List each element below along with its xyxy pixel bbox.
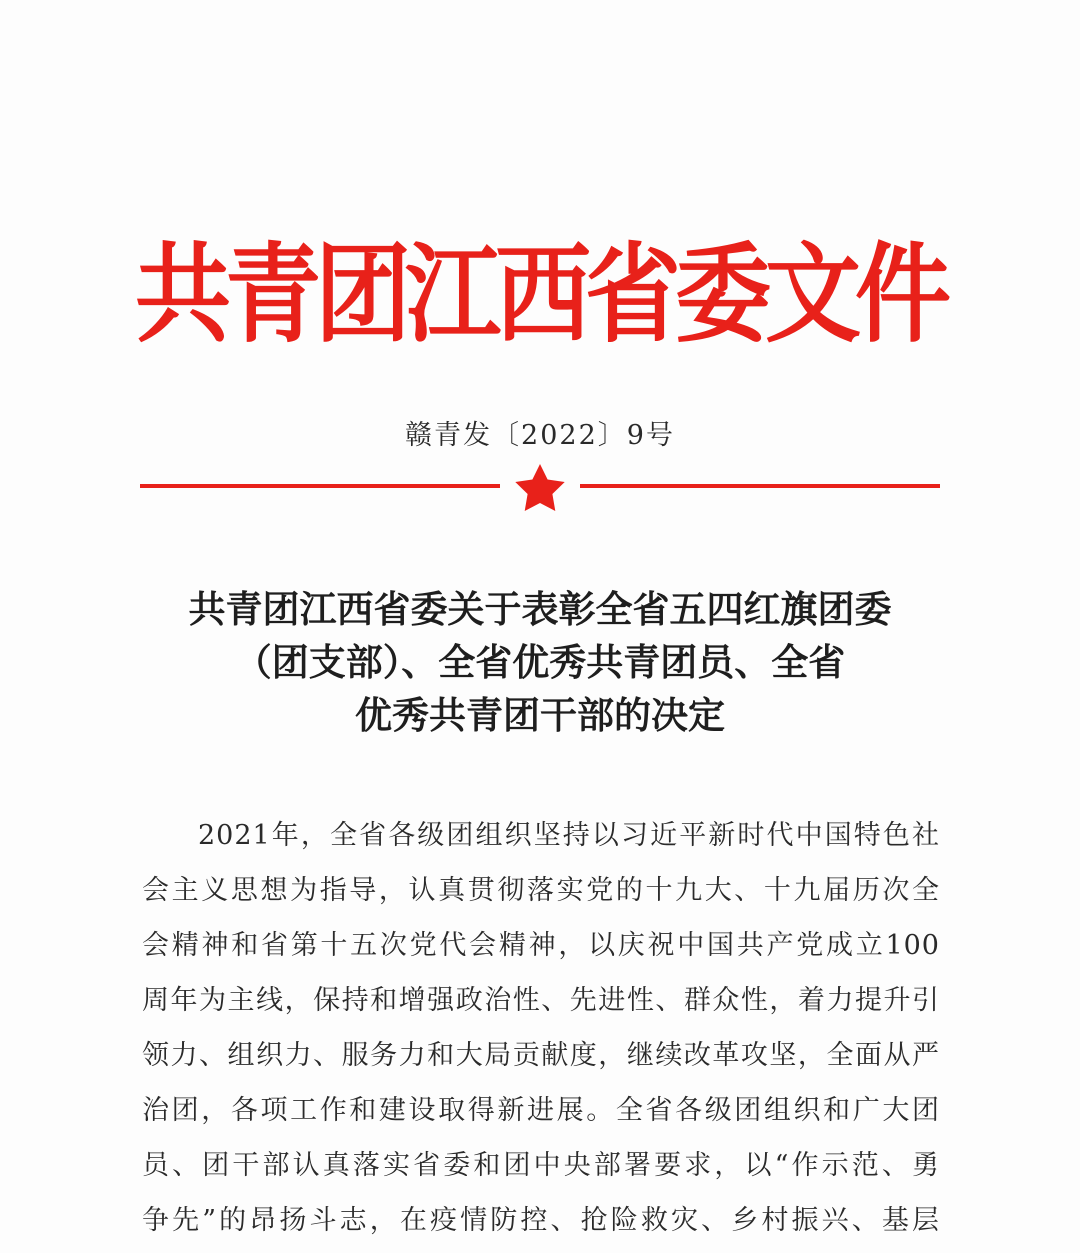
masthead-title: 共青团江西省委文件 <box>135 230 945 358</box>
body-line: 争先”的昂扬斗志，在疫情防控、抢险救灾、乡村振兴、基层 <box>142 1205 940 1236</box>
document-title <box>0 583 1080 742</box>
title-line: （团支部）、全省优秀共青团员、全省 <box>234 640 846 684</box>
body-paragraph <box>142 808 940 1248</box>
title-line: 优秀共青团干部的决定 <box>355 693 725 737</box>
title-line: 共青团江西省委关于表彰全省五四红旗团委 <box>188 587 892 631</box>
body-line: 会精神和省第十五次党代会精神，以庆祝中国共产党成立100 <box>142 930 940 961</box>
body-line: 员、团干部认真落实省委和团中央部署要求，以“作示范、勇 <box>142 1150 940 1181</box>
body-line: 2021年，全省各级团组织坚持以习近平新时代中国特色社 <box>198 820 940 851</box>
star-icon <box>515 464 564 511</box>
body-line: 周年为主线，保持和增强政治性、先进性、群众性，着力提升引 <box>142 985 940 1016</box>
body-line: 治团，各项工作和建设取得新进展。全省各级团组织和广大团 <box>142 1095 940 1126</box>
body-line: 会主义思想为指导，认真贯彻落实党的十九大、十九届历次全 <box>142 875 940 906</box>
body-line: 领力、组织力、服务力和大局贡献度，继续改革攻坚，全面从严 <box>142 1040 940 1071</box>
document-number: 赣青发〔2022〕9号 <box>405 420 675 451</box>
red-separator <box>140 462 940 512</box>
